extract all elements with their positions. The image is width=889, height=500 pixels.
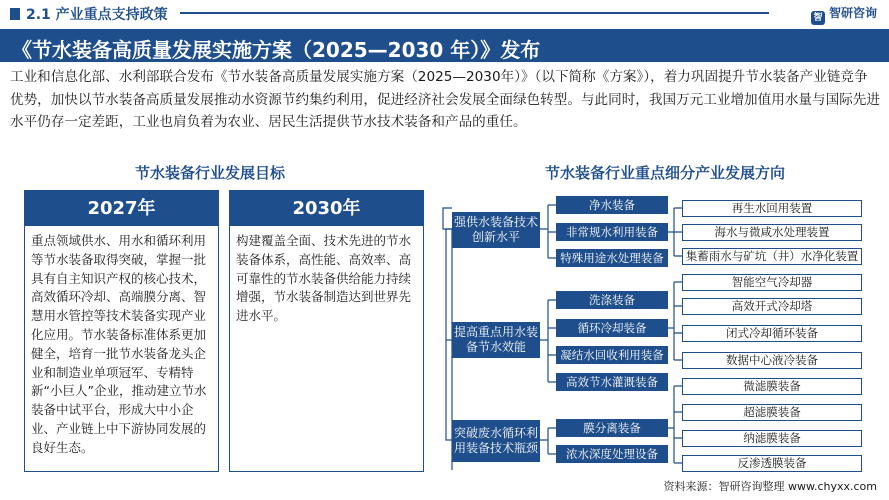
left-subtitle: 节水装备行业发展目标 [134, 164, 285, 182]
leaf-2-2-1: 智能空气冷却器 [682, 274, 862, 291]
subgroup-3-1: 膜分离装备 [556, 419, 668, 437]
goal-card-text: 构建覆盖全面、技术先进的节水装备体系，高性能、高效率、高可靠性的节水装备供给能力持续增强，节水装备制造达到世界先进水平。 [236, 233, 412, 324]
logo-text: 智研咨询 [828, 6, 877, 20]
leaf-2-2-4: 数据中心液冷装备 [682, 352, 862, 369]
section-label: 2.1 产业重点支持政策 [26, 7, 168, 23]
leaf-1-2-1: 再生水回用装置 [682, 200, 862, 217]
logo-mark: 智 [811, 11, 825, 25]
subgroup-2-3: 凝结水回收利用装备 [556, 346, 668, 364]
goal-card-year: 2030年 [230, 191, 423, 226]
leaf-3-1-4: 反渗透膜装备 [682, 455, 862, 472]
subgroup-2-4: 高效节水灌溉装备 [556, 373, 668, 391]
group-2: 提高重点用水装备节水效能 [452, 322, 540, 358]
intro-paragraph: 工业和信息化部、水利部联合发布《节水装备高质量发展实施方案（2025—2030年）》（以下简称《方案》），着力巩固提升节水装备产业链竞争优势，加快以节水装备高质量发展推动水资源节约集约利用，促进经济社会发展全面绿色转型。与此同时，我国万元工业增加值用水量与国际先进水平仍存一定差距，工业也肩负着为农业、居民生活提供节水技术装备和产品的重任。 [10, 69, 880, 130]
leaf-3-1-3: 纳滤膜装备 [682, 430, 862, 447]
leaf-1-2-3: 集蓄雨水与矿坑（井）水净化装置 [682, 248, 862, 265]
source-note: 资料来源：智研咨询整理 www.chyxx.com [663, 480, 877, 493]
group-3: 突破废水循环利用装备技术瓶颈 [452, 420, 540, 462]
subgroup-1-2: 非常规水利用装备 [556, 223, 668, 241]
leaf-3-1-1: 微滤膜装备 [682, 378, 862, 395]
goal-card-text: 重点领域供水、用水和循环利用等节水装备取得突破，掌握一批具有自主知识产权的核心技术，高效循环冷却、高端膜分离、智慧用水管控等技术装备实现产业化应用。节水装备标准体系更加健全，培育一批节水装备龙头企业和制造业单项冠军、专精特新“小巨人”企业，推动建立节水装备中试平台，形成大中小企业、产业链上中下游协同发展的良好生态。 [31, 233, 207, 455]
subgroup-1-3: 特殊用途水处理装备 [556, 249, 668, 267]
leaf-2-2-2: 高效开式冷却塔 [682, 298, 862, 315]
leaf-3-1-2: 超滤膜装备 [682, 404, 862, 421]
subgroup-1-1: 净水装备 [556, 196, 668, 214]
goal-card-year: 2027年 [25, 191, 218, 226]
group-1: 强供水装备技术创新水平 [452, 212, 540, 248]
leaf-2-2-3: 闭式冷却循环装备 [682, 325, 862, 342]
page-title: 《节水装备高质量发展实施方案（2025—2030 年）》发布 [12, 38, 541, 62]
subgroup-2-2: 循环冷却装备 [556, 319, 668, 337]
right-subtitle: 节水装备行业重点细分产业发展方向 [544, 164, 785, 182]
leaf-1-2-2: 海水与微咸水处理装置 [682, 224, 862, 241]
subgroup-3-2: 浓水深度处理设备 [556, 445, 668, 463]
subgroup-2-1: 洗涤装备 [556, 291, 668, 309]
